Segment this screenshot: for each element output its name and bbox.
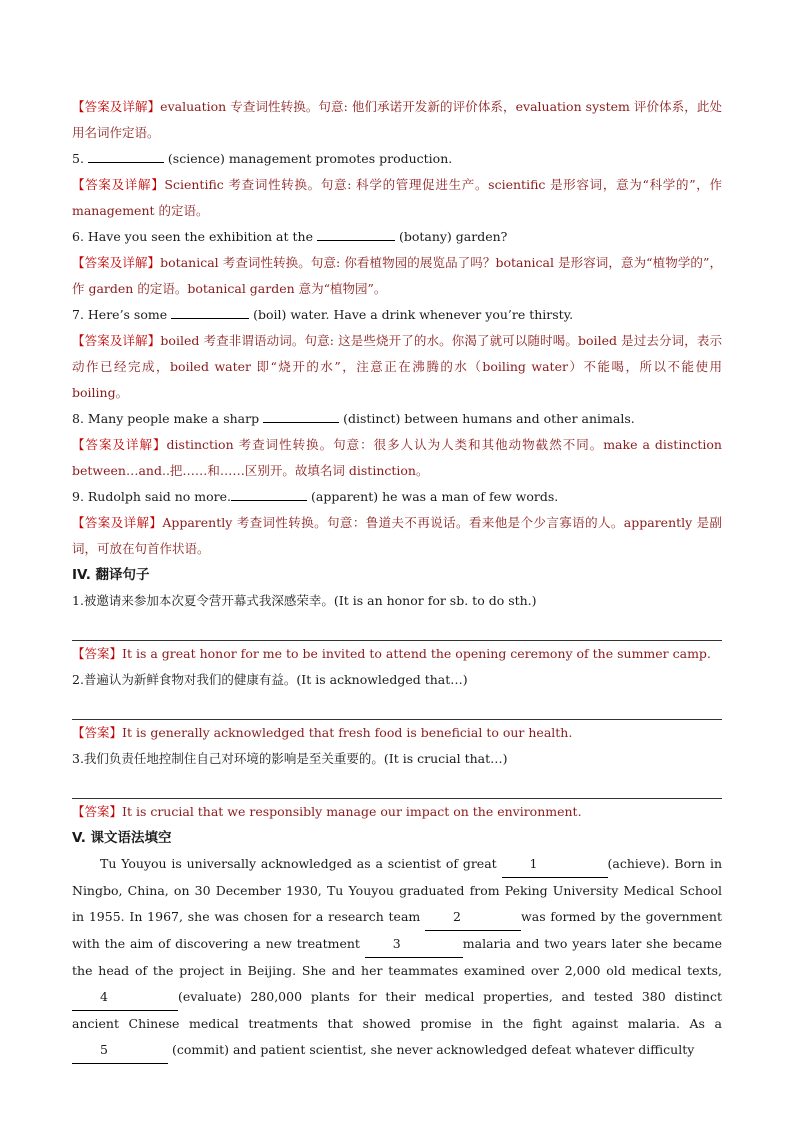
answer-tag: 【答案及详解】 bbox=[72, 255, 161, 270]
question-number: 5. bbox=[72, 151, 84, 166]
answer-tag: 【答案】 bbox=[72, 725, 123, 740]
passage-text: (commit) and patient scientist, she never acknowledged defeat whatever difficulty bbox=[168, 1042, 695, 1057]
answer-line[interactable] bbox=[72, 693, 722, 720]
answer-text: distinction 考查词性转换。句意：很多人认为人类和其他动物截然不同。make a distinction between…and..把……和……区别开。故填名词 distinction。 bbox=[72, 437, 722, 478]
answer-q6 bbox=[72, 250, 722, 302]
answer-tag: 【答案及详解】 bbox=[72, 333, 161, 348]
translation-question-2: 2.普遍认为新鲜食物对我们的健康有益。(It is acknowledged that…) bbox=[72, 672, 468, 687]
passage-text: (evaluate) 280,000 plants for their medical properties, and tested 380 distinct ancient Chinese medical treatments that showed promise in the fight against malaria. As a bbox=[72, 989, 722, 1031]
passage-text: (achieve). Born in Ningbo, China, on 30 December 1930, Tu Youyou graduated from Peking University Medical School in 1955. In 1967, she was chosen for a research team bbox=[72, 856, 722, 924]
blank-number: 1 bbox=[529, 856, 538, 871]
section-heading-cloze: V. 课文语法填空 bbox=[72, 830, 172, 846]
answer-q8 bbox=[72, 432, 722, 484]
answer-text: Scientific 考查词性转换。句意: 科学的管理促进生产。scientific 是形容词，意为“科学的”，作 management 的定语。 bbox=[72, 177, 722, 218]
section-heading-translation: IV. 翻译句子 bbox=[72, 567, 150, 583]
answer-tag: 【答案及详解】 bbox=[72, 177, 165, 192]
translation-answer-3 bbox=[72, 799, 722, 825]
cloze-blank-5[interactable] bbox=[72, 1037, 168, 1064]
translation-answer-1 bbox=[72, 641, 722, 667]
blank-number: 5 bbox=[100, 1042, 108, 1057]
answer-tag: 【答案】 bbox=[72, 804, 123, 819]
cloze-passage bbox=[72, 851, 722, 1064]
answer-text: botanical 考查词性转换。句意: 你看植物园的展览品了吗？botanical 是形容词，意为“植物学的”，作 garden 的定语。botanical garden 意为“植物园”。 bbox=[72, 255, 722, 296]
cloze-blank-3[interactable] bbox=[365, 931, 463, 958]
translation-answer-2 bbox=[72, 720, 722, 746]
question-text: 9. Rudolph said no more. bbox=[72, 489, 232, 504]
answer-text: evaluation 专查词性转换。句意: 他们承诺开发新的评价体系，evaluation system 评价体系，此处用名词作定语。 bbox=[72, 99, 722, 140]
translation-question-3: 3.我们负责任地控制住自己对环境的影响是至关重要的。(It is crucial that…) bbox=[72, 751, 508, 766]
answer-blank[interactable] bbox=[88, 148, 164, 163]
answer-blank[interactable] bbox=[317, 226, 395, 241]
answer-tag: 【答案及详解】 bbox=[72, 437, 167, 452]
question-text: 8. Many people make a sharp bbox=[72, 411, 260, 426]
answer-tag: 【答案】 bbox=[72, 646, 123, 661]
answer-line[interactable] bbox=[72, 614, 722, 641]
answer-text: boiled 考查非谓语动词。句意: 这是些烧开了的水。你渴了就可以随时喝。boiled 是过去分词，表示动作已经完成，boiled water 即“烧开的水”，注意正在沸腾的水（boiling water）不能喝，所以不能使用 boiling。 bbox=[72, 333, 722, 400]
question-9 bbox=[72, 484, 722, 510]
answer-blank[interactable] bbox=[171, 304, 249, 319]
translation-question-1: 1.被邀请来参加本次夏令营开幕式我深感荣幸。(It is an honor for sb. to do sth.) bbox=[72, 593, 537, 608]
answer-tag: 【答案及详解】 bbox=[72, 515, 163, 530]
cloze-blank-2[interactable] bbox=[425, 904, 521, 931]
answer-q7 bbox=[72, 328, 722, 406]
question-text: (apparent) he was a man of few words. bbox=[311, 489, 559, 504]
question-text: (boil) water. Have a drink whenever you’re thirsty. bbox=[253, 307, 574, 322]
question-8 bbox=[72, 406, 722, 432]
answer-tag: 【答案及详解】 bbox=[72, 99, 161, 114]
answer-blank[interactable] bbox=[263, 408, 339, 423]
cloze-blank-1[interactable] bbox=[502, 851, 608, 878]
document-page bbox=[72, 94, 722, 1064]
question-text: 7. Here’s some bbox=[72, 307, 168, 322]
question-text: (distinct) between humans and other animals. bbox=[343, 411, 635, 426]
blank-number: 4 bbox=[100, 989, 108, 1004]
question-7 bbox=[72, 302, 722, 328]
answer-blank[interactable] bbox=[231, 486, 307, 501]
question-text: (science) management promotes production. bbox=[167, 151, 453, 166]
answer-text: It is crucial that we responsibly manage our impact on the environment. bbox=[122, 804, 582, 819]
question-6 bbox=[72, 224, 722, 250]
answer-text: It is a great honor for me to be invited to attend the opening ceremony of the summer camp. bbox=[122, 646, 711, 661]
question-text: 6. Have you seen the exhibition at the bbox=[72, 229, 313, 244]
answer-text: Apparently 考查词性转换。句意：鲁道夫不再说话。看来他是个少言寡语的人。apparently 是副词，可放在句首作状语。 bbox=[72, 515, 722, 556]
passage-text: malaria and two years later she became the head of the project in Beijing. She and her teammates examined over 2,000 old medical texts, bbox=[72, 936, 722, 978]
blank-number: 2 bbox=[453, 909, 461, 924]
answer-q4 bbox=[72, 94, 722, 146]
answer-line[interactable] bbox=[72, 772, 722, 799]
answer-q5 bbox=[72, 172, 722, 224]
question-5 bbox=[72, 146, 722, 172]
answer-q9 bbox=[72, 510, 722, 562]
question-text: (botany) garden? bbox=[398, 229, 508, 244]
passage-text: Tu Youyou is universally acknowledged as a scientist of great bbox=[100, 856, 502, 871]
passage-text: was formed by the government with the aim of discovering a new treatment bbox=[72, 909, 722, 951]
cloze-blank-4[interactable] bbox=[72, 984, 178, 1011]
answer-text: It is generally acknowledged that fresh food is beneficial to our health. bbox=[122, 725, 573, 740]
blank-number: 3 bbox=[392, 936, 401, 951]
